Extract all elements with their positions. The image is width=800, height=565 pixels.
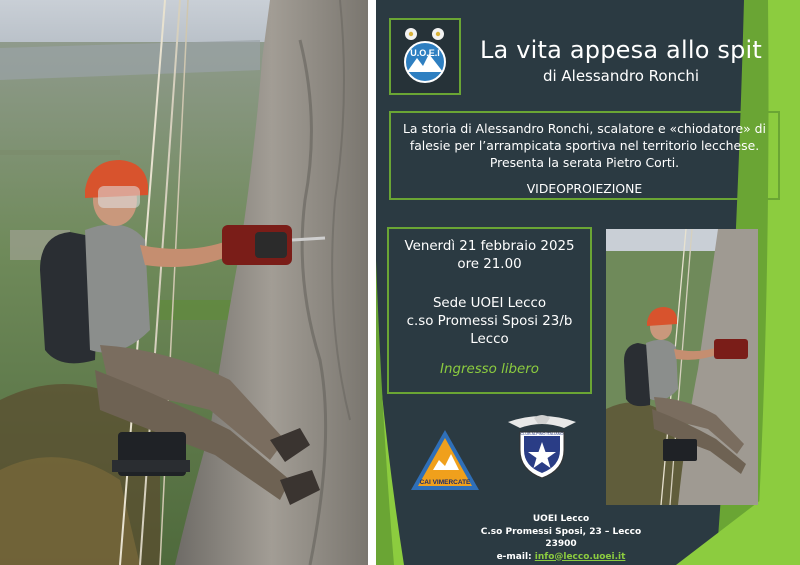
venue-street: c.so Promessi Sposi 23/b [406,314,573,329]
contact-email-link[interactable]: info@lecco.uoei.it [534,551,626,562]
event-format: VIDEOPROIEZIONE [526,181,643,196]
cai-vimercate-mountain-icon [409,428,481,494]
contact-address: C.so Promessi Sposi, 23 – Lecco 23900 [480,526,642,549]
contact-email-label: e-mail: [496,551,532,562]
contacts-block [471,513,651,563]
event-date: Venerdì 21 febbraio 2025 [404,239,575,254]
climber-thumbnail-illustration [606,229,758,505]
contact-org: UOEI Lecco [532,514,590,524]
description-box [389,111,780,200]
entry-info: Ingresso libero [440,362,539,377]
cai-vimercate-logo [409,428,481,494]
cai-logo [504,412,580,482]
event-title: La vita appesa allo spit [479,36,763,64]
cai-vimercate-text: CAI VIMERCATE [419,479,471,486]
event-subtitle: di Alessandro Ronchi [542,67,700,85]
uoei-logo-text: U.O.E.I [410,48,440,58]
event-description: La storia di Alessandro Ronchi, scalatore e «chiodatore» di falesie per l’arrampicata sportiva nel territorio lecchese. Presenta la serata Pietro Corti. [403,121,766,170]
climber-photo [0,0,368,565]
climber-photo-thumbnail [606,229,758,505]
cai-logo-text: CLUB ALPINO ITALIANO [520,431,564,436]
event-time: ore 21.00 [457,257,522,272]
venue-city: Lecco [470,332,509,347]
climber-photo-illustration [0,0,368,565]
venue-name: Sede UOEI Lecco [432,296,547,311]
event-poster [376,0,800,565]
contact-email-line [471,551,651,564]
uoei-logo [389,18,461,95]
event-details-box [387,227,592,394]
uoei-edelweiss-icon [391,20,459,93]
cai-eagle-star-icon [504,412,580,482]
